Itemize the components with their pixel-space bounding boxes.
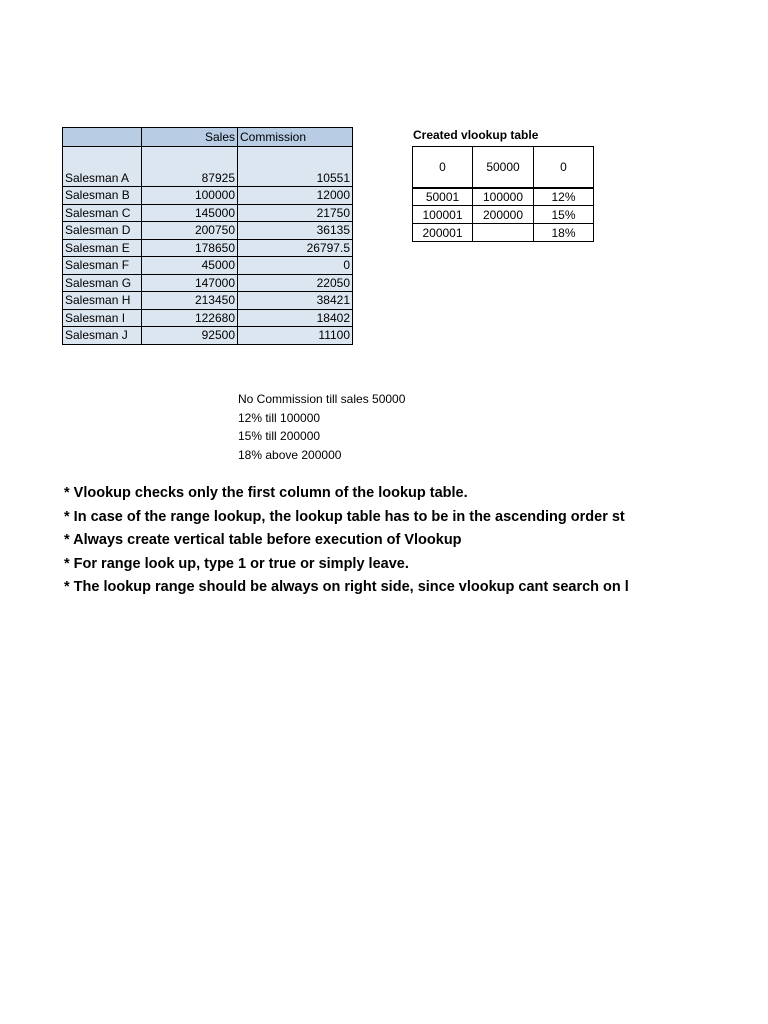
salesman-cell[interactable]: Salesman B (63, 187, 142, 205)
sales-cell[interactable]: 100000 (142, 187, 238, 205)
note-line: No Commission till sales 50000 (238, 392, 406, 406)
lookup-row (413, 206, 594, 224)
lookup-cell[interactable]: 15% (534, 206, 594, 224)
salesman-cell[interactable]: Salesman H (63, 292, 142, 310)
commission-cell[interactable]: 36135 (238, 222, 353, 240)
tip-line: * In case of the range lookup, the lookup table has to be in the ascending order st (64, 508, 625, 525)
salesman-cell[interactable]: Salesman J (63, 327, 142, 345)
table-header-row (63, 128, 353, 147)
lookup-table-title: Created vlookup table (413, 128, 539, 142)
sales-cell[interactable]: 213450 (142, 292, 238, 310)
table-row (63, 257, 353, 275)
salesman-cell[interactable]: Salesman C (63, 204, 142, 222)
header-cell[interactable] (63, 128, 142, 147)
lookup-cell[interactable]: 0 (413, 147, 473, 188)
lookup-cell[interactable]: 100001 (413, 206, 473, 224)
table-row (63, 327, 353, 345)
sales-cell[interactable]: 178650 (142, 239, 238, 257)
table-row (63, 147, 353, 187)
sales-table (62, 127, 353, 345)
salesman-cell[interactable]: Salesman G (63, 274, 142, 292)
commission-cell[interactable]: 38421 (238, 292, 353, 310)
table-row (63, 239, 353, 257)
commission-notes (238, 390, 405, 464)
note-line: 12% till 100000 (238, 410, 321, 425)
lookup-row (413, 188, 594, 206)
note-line: 18% above 200000 (238, 447, 342, 462)
salesman-cell[interactable]: Salesman E (63, 239, 142, 257)
commission-cell[interactable]: 22050 (238, 274, 353, 292)
vlookup-tips (64, 482, 654, 600)
table-row (63, 187, 353, 205)
lookup-cell[interactable] (473, 224, 534, 242)
table-row (63, 274, 353, 292)
sales-cell[interactable]: 122680 (142, 309, 238, 327)
lookup-cell[interactable]: 50000 (473, 147, 534, 188)
lookup-cell[interactable]: 12% (534, 188, 594, 206)
tip-line: * For range look up, type 1 or true or simply leave. (64, 555, 409, 572)
tip-line: * Always create vertical table before execution of Vlookup (64, 532, 462, 548)
lookup-cell[interactable]: 50001 (413, 188, 473, 206)
commission-cell[interactable]: 12000 (238, 187, 353, 205)
lookup-row (413, 147, 594, 188)
commission-cell[interactable]: 21750 (238, 204, 353, 222)
lookup-cell[interactable]: 200000 (473, 206, 534, 224)
commission-cell[interactable]: 18402 (238, 309, 353, 327)
lookup-cell[interactable]: 200001 (413, 224, 473, 242)
header-cell-commission[interactable]: Commission (238, 128, 353, 147)
table-row (63, 309, 353, 327)
salesman-cell[interactable]: Salesman D (63, 222, 142, 240)
salesman-cell[interactable]: Salesman I (63, 309, 142, 327)
commission-cell[interactable]: 26797.5 (238, 239, 353, 257)
commission-cell[interactable]: 11100 (238, 327, 353, 345)
header-cell-sales[interactable]: Sales (142, 128, 238, 147)
lookup-table (412, 146, 594, 242)
note-line: 15% till 200000 (238, 429, 321, 443)
lookup-row (413, 224, 594, 242)
sales-cell[interactable]: 92500 (142, 327, 238, 345)
sales-cell[interactable]: 200750 (142, 222, 238, 240)
table-row (63, 204, 353, 222)
sales-cell[interactable]: 145000 (142, 204, 238, 222)
sales-cell[interactable]: 147000 (142, 274, 238, 292)
lookup-cell[interactable]: 0 (534, 147, 594, 188)
sales-cell[interactable]: 87925 (142, 147, 238, 187)
lookup-cell[interactable]: 18% (534, 224, 594, 242)
lookup-cell[interactable]: 100000 (473, 188, 534, 206)
tip-line: * The lookup range should be always on right side, since vlookup cant search on l (64, 579, 629, 595)
table-row (63, 292, 353, 310)
salesman-cell[interactable]: Salesman A (63, 147, 142, 187)
sales-cell[interactable]: 45000 (142, 257, 238, 275)
table-row (63, 222, 353, 240)
salesman-cell[interactable]: Salesman F (63, 257, 142, 275)
commission-cell[interactable]: 0 (238, 257, 353, 275)
commission-cell[interactable]: 10551 (238, 147, 353, 187)
tip-line: * Vlookup checks only the first column of the lookup table. (64, 485, 468, 501)
